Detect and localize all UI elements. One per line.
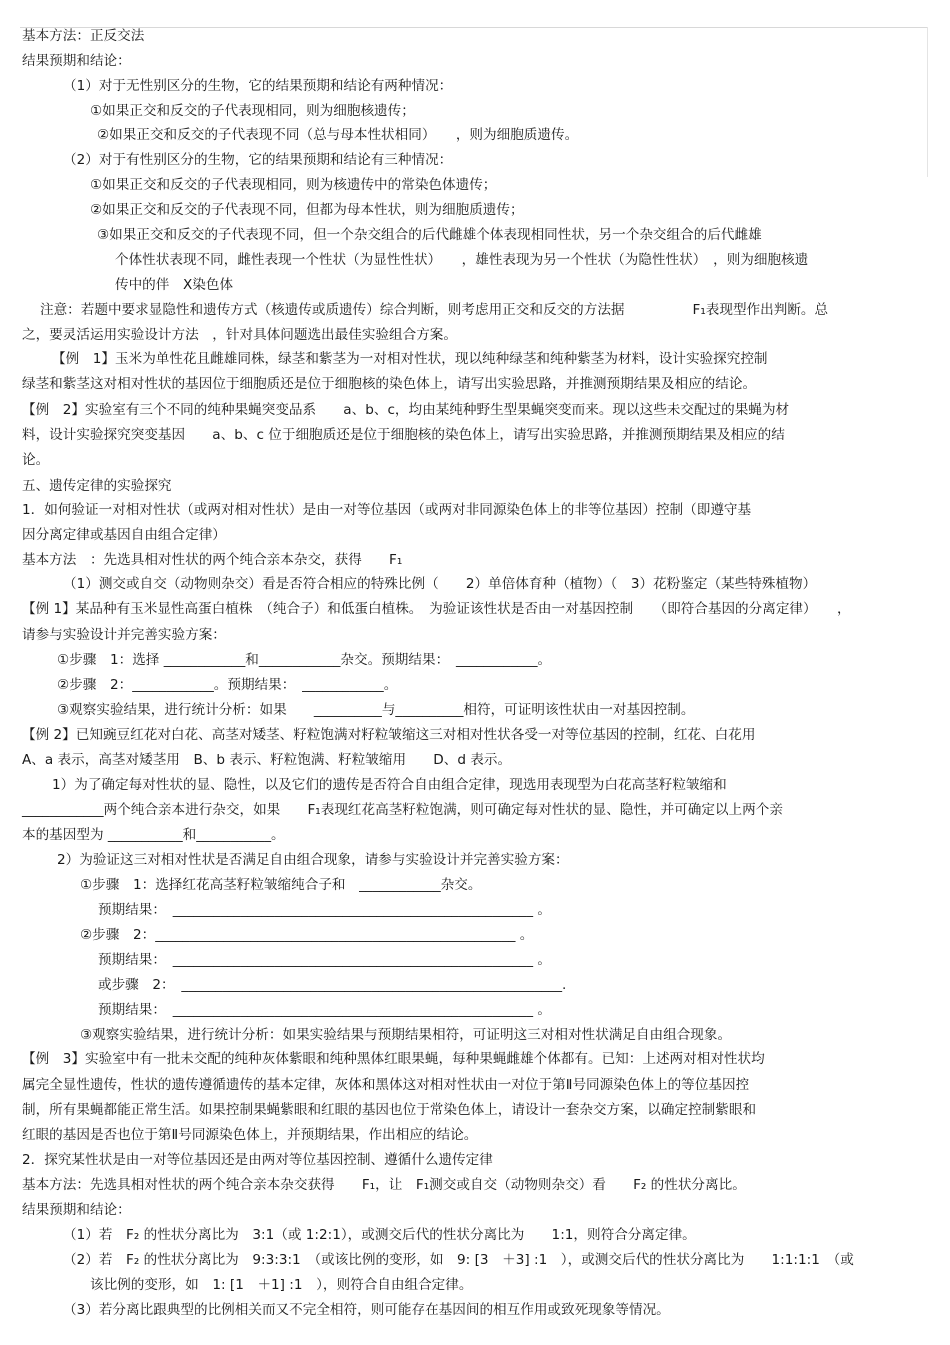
- text-line: 预期结果： _____________________________________________________ 。: [98, 1002, 551, 1018]
- text-line: 2）为验证这三对相对性状是否满足自由组合现象，请参与实验设计并完善实验方案：: [57, 852, 569, 868]
- text-line: 【例 1】玉米为单性花且雌雄同株，绿茎和紫茎为一对相对性状，现以纯种绿茎和纯种紫茎为材料，设计实验探究控制: [52, 351, 768, 367]
- text-line: （1）测交或自交（动物则杂交）看是否符合相应的特殊比例（ 2）单倍体育种（植物）（ 3）花粉鉴定（某些特殊植物）: [63, 576, 817, 592]
- text-line: （3）若分离比跟典型的比例相关而又不完全相符，则可能存在基因间的相互作用或致死现象等情况。: [63, 1302, 670, 1318]
- text-line: 【例 1】某品种有玉米显性高蛋白植株 （纯合子）和低蛋白植株。 为验证该性状是否由一对基因控制 （即符合基因的分离定律） ，: [22, 601, 851, 617]
- text-line: 预期结果： _____________________________________________________ 。: [98, 902, 551, 918]
- text-line: 基本方法：正反交法: [22, 28, 145, 44]
- text-line: ____________两个纯合亲本进行杂交，如果 F₁表现红花高茎籽粒饱满，则可确定每对性状的显、隐性，并可确定以上两个亲: [22, 802, 783, 818]
- text-line: 【例 3】实验室中有一批未交配的纯种灰体紫眼和纯种黑体红眼果蝇，每种果蝇雌雄个体都有。已知：上述两对相对性状均: [22, 1051, 765, 1067]
- text-line: 1）为了确定每对性状的显、隐性，以及它们的遗传是否符合自由组合定律，现选用表现型为白花高茎籽粒皱缩和: [52, 777, 727, 793]
- text-line: ①如果正交和反交的子代表现相同，则为核遗传中的常染色体遗传；: [90, 177, 497, 193]
- text-line: ①如果正交和反交的子代表现相同，则为细胞核遗传；: [90, 103, 415, 119]
- text-line: ①步骤 1：选择 ____________和____________杂交。预期结果： ____________。: [57, 652, 552, 668]
- text-line: 个体性状表现不同，雌性表现一个性状（为显性性状） ，雄性表现为另一个性状（为隐性性状） ，则为细胞核遗: [115, 252, 809, 268]
- section-heading: 五、遗传定律的实验探究: [22, 478, 172, 494]
- text-line: 预期结果： _____________________________________________________ 。: [98, 952, 551, 968]
- text-line: 传中的伴 X染色体: [115, 277, 234, 293]
- text-line: 基本方法 ：先选具相对性状的两个纯合亲本杂交，获得 F₁: [22, 552, 403, 568]
- text-line: （2）若 F₂ 的性状分离比为 9:3:3:1 （或该比例的变形，如 9: [3 ＋3] :1 ），或测交后代的性状分离比为 1:1:1:1 （或: [63, 1252, 854, 1268]
- text-line: 【例 2】实验室有三个不同的纯种果蝇突变品系 a、b、c，均由某纯种野生型果蝇突变而来。现以这些未交配过的果蝇为材: [22, 402, 790, 418]
- text-line: 注意：若题中要求显隐性和遗传方式（核遗传或质遗传）综合判断，则考虑用正交和反交的方法据 F₁表现型作出判断。总: [40, 302, 829, 318]
- text-line: 该比例的变形，如 1: [1 ＋1] :1 ），则符合自由组合定律。: [90, 1277, 473, 1293]
- text-line: ②如果正交和反交的子代表现不同（总与母本性状相同） ，则为细胞质遗传。: [97, 127, 579, 143]
- text-line: （1）若 F₂ 的性状分离比为 3:1（或 1:2:1），或测交后代的性状分离比为 1:1，则符合分离定律。: [63, 1227, 696, 1243]
- right-border: [927, 27, 928, 177]
- text-line: （1）对于无性别区分的生物，它的结果预期和结论有两种情况：: [63, 78, 453, 94]
- text-line: ③观察实验结果，进行统计分析：如果实验结果与预期结果相符，可证明这三对相对性状满足自由组合现象。: [80, 1027, 732, 1043]
- text-line: ②步骤 2：____________。预期结果： ____________。: [57, 677, 398, 693]
- text-line: 请参与实验设计并完善实验方案：: [22, 627, 226, 643]
- text-line: 属完全显性遗传，性状的遗传遵循遗传的基本定律，灰体和黑体这对相对性状由一对位于第Ⅱ号同源染色体上的等位基因控: [22, 1077, 750, 1093]
- text-line: A、a 表示，高茎对矮茎用 B、b 表示、籽粒饱满、籽粒皱缩用 D、d 表示。: [22, 752, 512, 768]
- text-line: （2）对于有性别区分的生物，它的结果预期和结论有三种情况：: [63, 152, 453, 168]
- text-line: 结果预期和结论：: [22, 53, 131, 69]
- text-line: 制，所有果蝇都能正常生活。如果控制果蝇紫眼和红眼的基因也位于常染色体上，请设计一套杂交方案，以确定控制紫眼和: [22, 1102, 757, 1118]
- text-line: 红眼的基因是否也位于第Ⅱ号同源染色体上，并预期结果，作出相应的结论。: [22, 1127, 478, 1143]
- text-line: 基本方法：先选具相对性状的两个纯合亲本杂交获得 F₁，让 F₁测交或自交（动物则杂交）看 F₂ 的性状分离比。: [22, 1177, 746, 1193]
- text-line: ②步骤 2：_____________________________________________________ 。: [80, 927, 534, 943]
- text-line: ①步骤 1：选择红花高茎籽粒皱缩纯合子和 ____________杂交。: [80, 877, 482, 893]
- text-line: 结果预期和结论：: [22, 1202, 131, 1218]
- text-line: 本的基因型为 ___________和___________。: [22, 827, 285, 843]
- text-line: 因分离定律或基因自由组合定律）: [22, 527, 226, 543]
- text-line: ③观察实验结果，进行统计分析：如果 __________与__________相符，可证明该性状由一对基因控制。: [57, 702, 695, 718]
- text-line: 料，设计实验探究突变基因 a、b、c 位于细胞质还是位于细胞核的染色体上，请写出实验思路，并推测预期结果及相应的结: [22, 427, 785, 443]
- text-line: 1．如何验证一对相对性状（或两对相对性状）是由一对等位基因（或两对非同源染色体上的非等位基因）控制（即遵守基: [22, 502, 752, 518]
- text-line: 或步骤 2： ________________________________________________________.: [98, 977, 567, 993]
- text-line: ③如果正交和反交的子代表现不同，但一个杂交组合的后代雌雄个体表现相同性状，另一个杂交组合的后代雌雄: [97, 227, 762, 243]
- text-line: 论。: [22, 452, 50, 468]
- text-line: 2．探究某性状是由一对等位基因还是由两对等位基因控制、遵循什么遗传定律: [22, 1152, 493, 1168]
- text-line: 绿茎和紫茎这对相对性状的基因位于细胞质还是位于细胞核的染色体上，请写出实验思路，并推测预期结果及相应的结论。: [22, 376, 757, 392]
- text-line: ②如果正交和反交的子代表现不同，但都为母本性状，则为细胞质遗传；: [90, 202, 524, 218]
- top-border: [20, 27, 928, 28]
- text-line: 之，要灵活运用实验设计方法 ，针对具体问题选出最佳实验组合方案。: [22, 327, 457, 343]
- text-line: 【例 2】已知豌豆红花对白花、高茎对矮茎、籽粒饱满对籽粒皱缩这三对相对性状各受一对等位基因的控制，红花、白花用: [22, 727, 756, 743]
